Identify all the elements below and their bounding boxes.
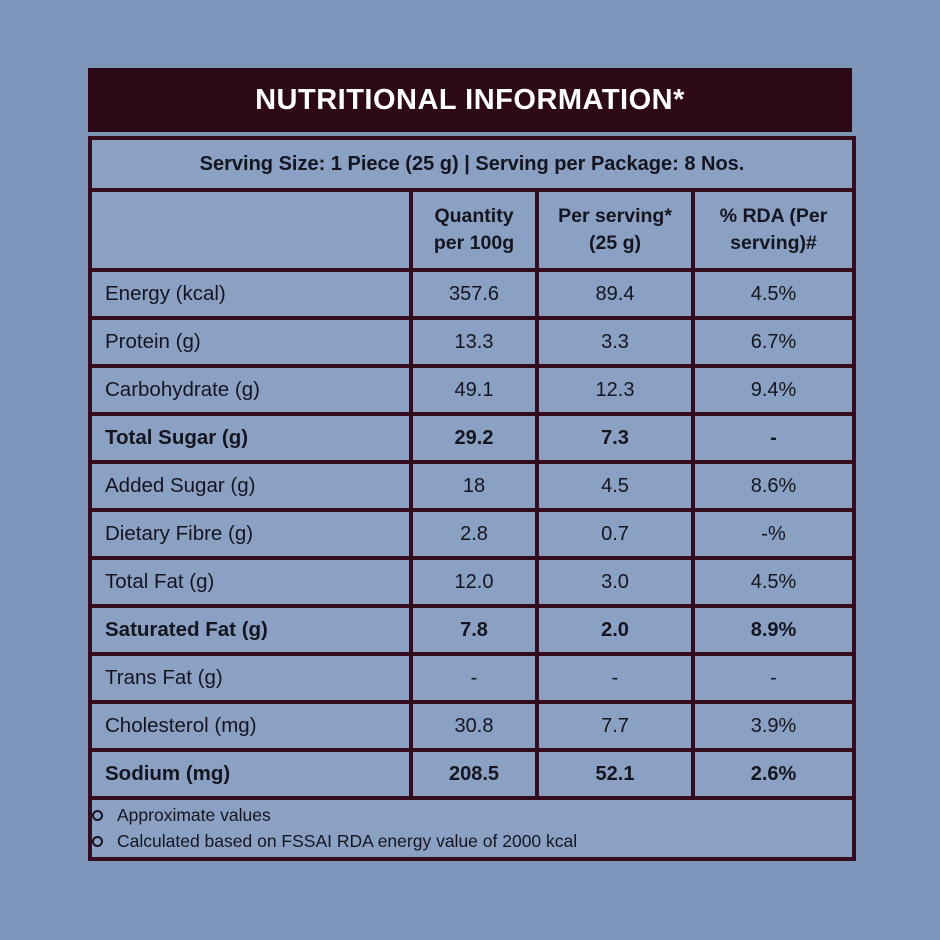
footnotes [90,798,854,859]
nutrient-row-dietary-fibre [90,510,854,558]
nutrient-row-energy [90,270,854,318]
title-bar [88,68,852,132]
quantity-value: 30.8 [411,702,537,750]
rda-value: 8.9% [693,606,854,654]
quantity-value: 7.8 [411,606,537,654]
per-serving-value: - [537,654,693,702]
rda-value: 6.7% [693,318,854,366]
quantity-value: 208.5 [411,750,537,798]
nutrient-label: Total Sugar (g) [90,414,411,462]
quantity-value: 357.6 [411,270,537,318]
quantity-value: - [411,654,537,702]
quantity-value: 2.8 [411,510,537,558]
footnotes-row [90,798,854,859]
rda-value: 8.6% [693,462,854,510]
per-serving-value: 3.3 [537,318,693,366]
footnote-item [92,831,852,852]
rda-value: -% [693,510,854,558]
quantity-value: 12.0 [411,558,537,606]
nutrient-label: Dietary Fibre (g) [90,510,411,558]
quantity-value: 18 [411,462,537,510]
nutrient-label: Sodium (mg) [90,750,411,798]
quantity-value: 49.1 [411,366,537,414]
nutrient-label: Energy (kcal) [90,270,411,318]
rda-value: 3.9% [693,702,854,750]
nutrient-label: Trans Fat (g) [90,654,411,702]
rda-value: 4.5% [693,270,854,318]
column-header-row [90,190,854,270]
nutrition-label [88,68,852,861]
column-header-quantity: Quantity per 100g [411,190,537,270]
nutrient-row-added-sugar [90,462,854,510]
nutrient-row-carbohydrate [90,366,854,414]
nutrient-label: Total Fat (g) [90,558,411,606]
per-serving-value: 12.3 [537,366,693,414]
nutrient-row-trans-fat [90,654,854,702]
rda-value: 9.4% [693,366,854,414]
footnote-text: Approximate values [117,805,271,825]
footnote-text: Calculated based on FSSAI RDA energy value of 2000 kcal [117,831,578,851]
nutrient-label: Carbohydrate (g) [90,366,411,414]
nutrient-row-sodium [90,750,854,798]
column-header-per-serving: Per serving* (25 g) [537,190,693,270]
per-serving-value: 7.3 [537,414,693,462]
rda-value: 4.5% [693,558,854,606]
nutrition-table [88,136,856,861]
column-header-rda: % RDA (Per serving)# [693,190,854,270]
nutrient-label: Added Sugar (g) [90,462,411,510]
per-serving-value: 52.1 [537,750,693,798]
quantity-value: 13.3 [411,318,537,366]
nutrient-label: Saturated Fat (g) [90,606,411,654]
per-serving-value: 0.7 [537,510,693,558]
nutrient-row-total-fat [90,558,854,606]
per-serving-value: 4.5 [537,462,693,510]
nutrient-row-total-sugar [90,414,854,462]
serving-info: Serving Size: 1 Piece (25 g) | Serving per Package: 8 Nos. [90,138,854,190]
page-title: NUTRITIONAL INFORMATION* [255,83,685,116]
nutrient-row-protein [90,318,854,366]
nutrient-row-cholesterol [90,702,854,750]
quantity-value: 29.2 [411,414,537,462]
per-serving-value: 2.0 [537,606,693,654]
rda-value: - [693,414,854,462]
per-serving-value: 7.7 [537,702,693,750]
nutrient-label: Cholesterol (mg) [90,702,411,750]
nutrient-row-saturated-fat [90,606,854,654]
per-serving-value: 89.4 [537,270,693,318]
per-serving-value: 3.0 [537,558,693,606]
column-header-nutrient [90,190,411,270]
bullet-circle-icon [92,810,103,821]
bullet-circle-icon [92,836,103,847]
rda-value: - [693,654,854,702]
serving-info-row [90,138,854,190]
rda-value: 2.6% [693,750,854,798]
footnote-item [92,805,852,826]
nutrient-label: Protein (g) [90,318,411,366]
